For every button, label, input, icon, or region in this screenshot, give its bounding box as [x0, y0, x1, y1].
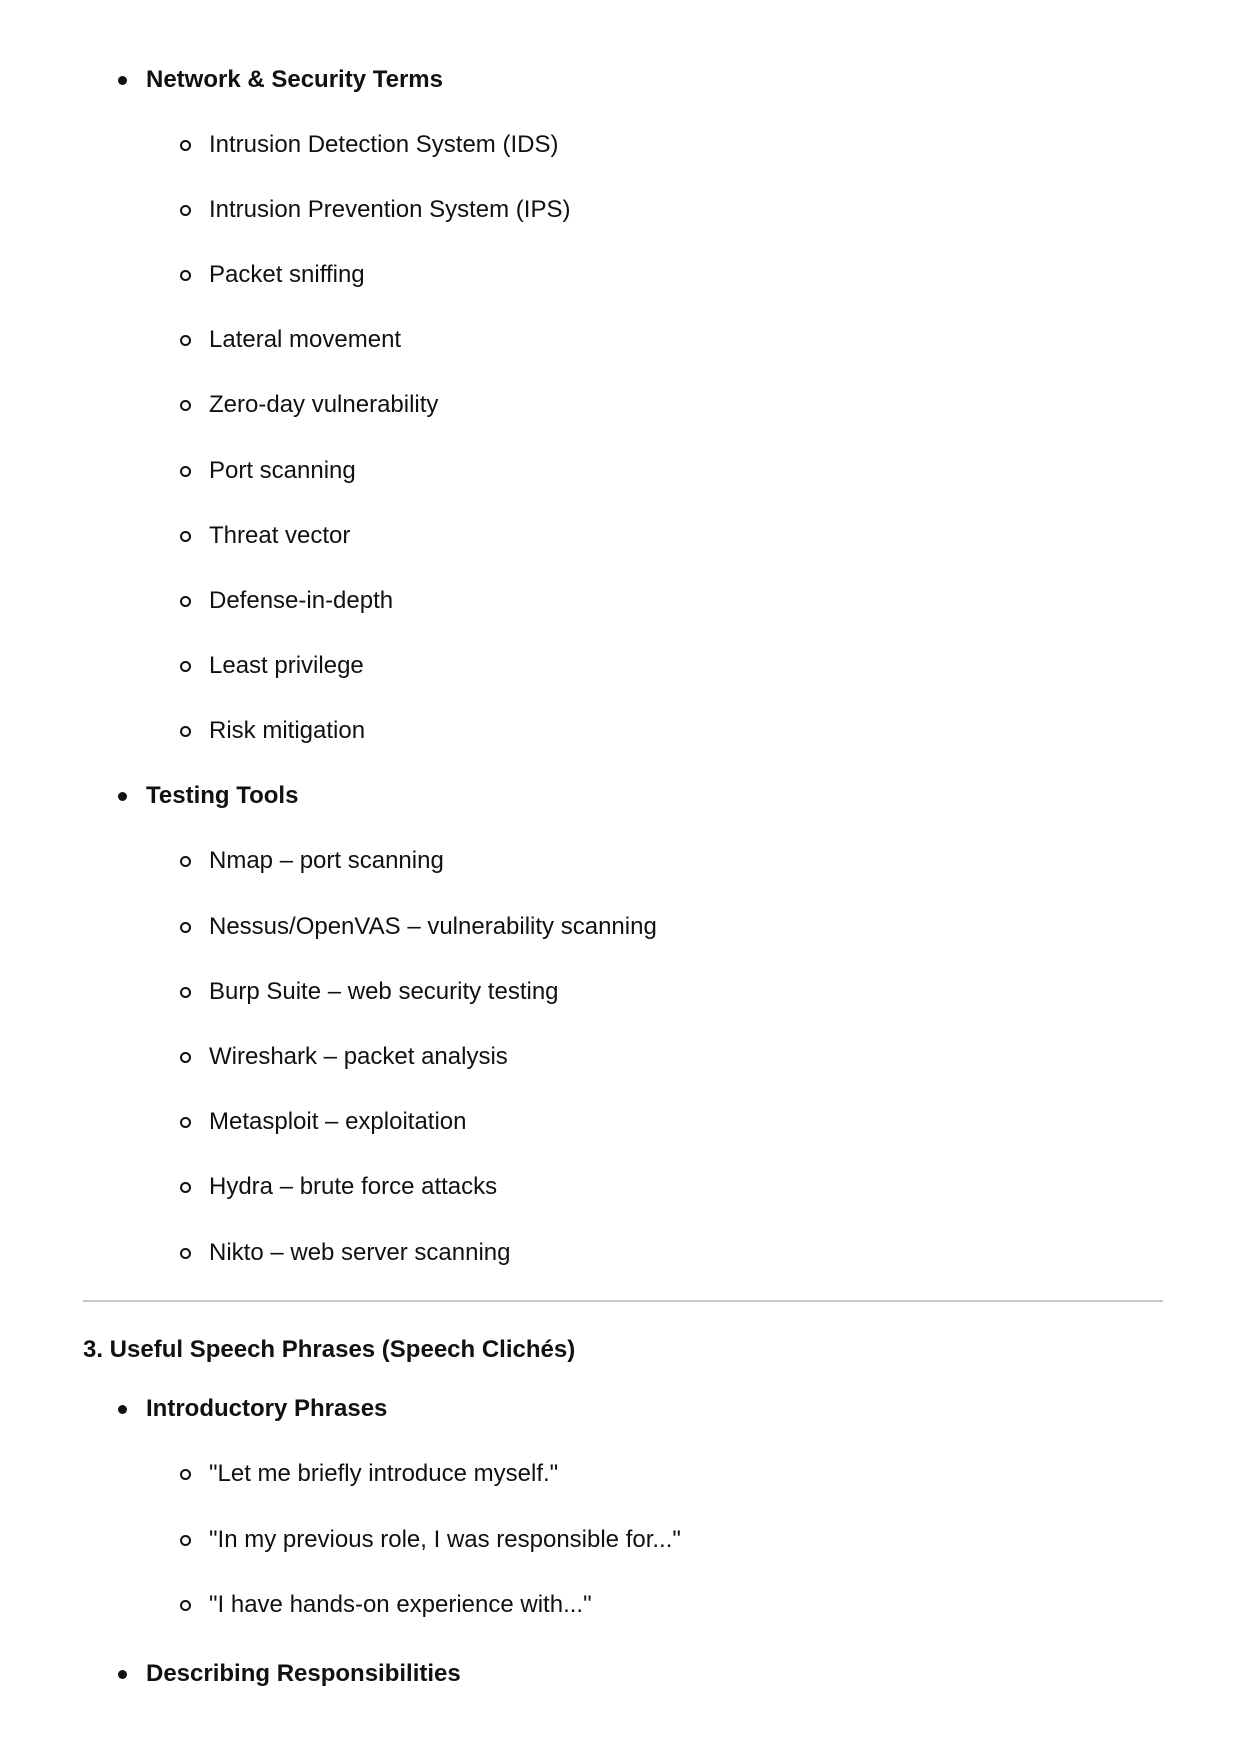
bullet-circle-icon	[180, 270, 191, 281]
bullet-circle-icon	[180, 922, 191, 933]
list-item: Wireshark – packet analysis	[209, 1043, 508, 1070]
list-item: Lateral movement	[209, 326, 402, 353]
bullet-circle-icon	[180, 335, 191, 346]
bullet-circle-icon	[180, 1469, 191, 1480]
list-item: Port scanning	[209, 457, 356, 484]
list-item: Intrusion Detection System (IDS)	[209, 131, 559, 158]
bullet-circle-icon	[180, 205, 191, 216]
bullet-circle-icon	[180, 987, 191, 998]
bullet-disc-icon	[118, 792, 127, 801]
bullet-circle-icon	[180, 1535, 191, 1546]
list-item: "In my previous role, I was responsible for..."	[209, 1526, 681, 1553]
list-heading: Testing Tools	[146, 782, 299, 809]
bullet-circle-icon	[180, 726, 191, 737]
list-item: "Let me briefly introduce myself."	[209, 1460, 559, 1487]
bullet-disc-icon	[118, 1670, 127, 1679]
list-heading: Introductory Phrases	[146, 1395, 388, 1422]
bullet-circle-icon	[180, 1600, 191, 1611]
list-heading: Network & Security Terms	[146, 66, 443, 93]
bullet-circle-icon	[180, 140, 191, 151]
bullet-circle-icon	[180, 466, 191, 477]
bullet-circle-icon	[180, 661, 191, 672]
list-item: Nikto – web server scanning	[209, 1239, 511, 1266]
list-heading: Describing Responsibilities	[146, 1660, 461, 1687]
bullet-circle-icon	[180, 1248, 191, 1259]
bullet-circle-icon	[180, 400, 191, 411]
list-item: Intrusion Prevention System (IPS)	[209, 196, 571, 223]
bullet-disc-icon	[118, 1405, 127, 1414]
section-title: 3. Useful Speech Phrases (Speech Clichés)	[83, 1336, 576, 1363]
list-item: Nmap – port scanning	[209, 847, 444, 874]
list-item: Zero-day vulnerability	[209, 391, 439, 418]
list-item: "I have hands-on experience with..."	[209, 1591, 592, 1618]
list-item: Metasploit – exploitation	[209, 1108, 467, 1135]
list-item: Hydra – brute force attacks	[209, 1173, 498, 1200]
horizontal-divider	[83, 1300, 1163, 1302]
list-item: Burp Suite – web security testing	[209, 978, 559, 1005]
list-item: Least privilege	[209, 652, 364, 679]
list-item: Defense-in-depth	[209, 587, 394, 614]
bullet-circle-icon	[180, 1182, 191, 1193]
bullet-circle-icon	[180, 1117, 191, 1128]
bullet-circle-icon	[180, 596, 191, 607]
bullet-disc-icon	[118, 76, 127, 85]
list-item: Nessus/OpenVAS – vulnerability scanning	[209, 913, 657, 940]
bullet-circle-icon	[180, 1052, 191, 1063]
bullet-circle-icon	[180, 856, 191, 867]
list-item: Threat vector	[209, 522, 351, 549]
list-item: Packet sniffing	[209, 261, 365, 288]
list-item: Risk mitigation	[209, 717, 366, 744]
bullet-circle-icon	[180, 531, 191, 542]
